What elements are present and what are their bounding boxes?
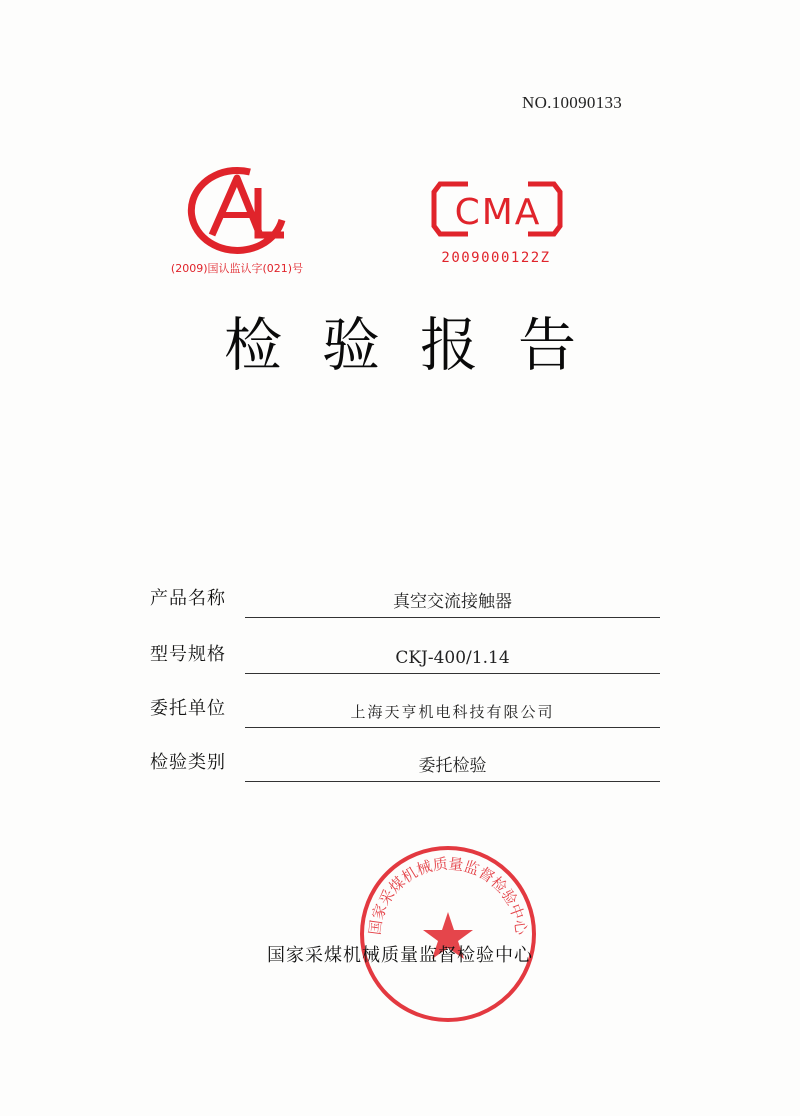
cma-code: 2009000122Z [441,250,551,266]
field-value: 上海天亨机电科技有限公司 [245,697,660,728]
field-label: 产品名称 [150,588,226,609]
field-value: 真空交流接触器 [245,587,660,618]
field-value: CKJ-400/1.14 [245,643,660,674]
official-seal [354,840,542,1028]
page-title: 检验报告 [223,311,616,379]
report-number: NO.10090133 [522,93,623,112]
field-row-model [150,634,660,674]
cma-stamp [428,176,568,288]
field-label: 型号规格 [150,644,226,665]
cal-caption: (2009)国认监认字(021)号 [170,262,304,275]
cal-stamp [162,160,312,288]
field-row-inspection-type [150,742,660,782]
cma-mark: CMA [454,192,542,233]
field-row-product-name [150,578,660,618]
field-value: 委托检验 [245,751,660,782]
seal-text: 国家采煤机械质量监督检验中心 [365,854,531,936]
field-label: 检验类别 [150,752,226,773]
field-row-client [150,688,660,728]
field-label: 委托单位 [150,698,226,719]
issuing-organization: 国家采煤机械质量监督检验中心 [267,945,533,966]
